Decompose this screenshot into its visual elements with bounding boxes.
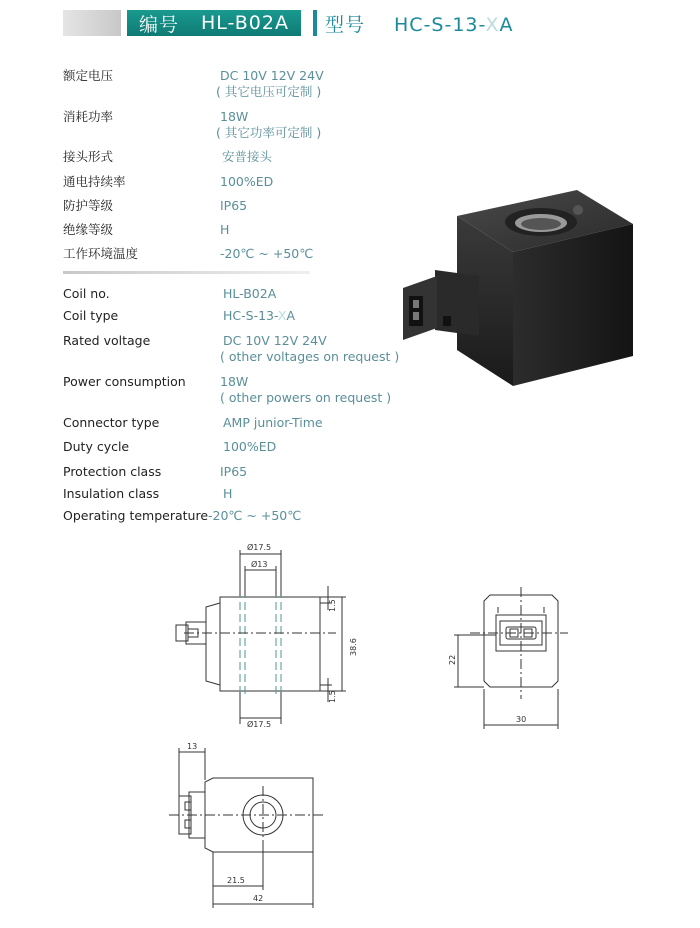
- model-suffix: A: [499, 13, 514, 36]
- code-title-box: [127, 10, 301, 36]
- header-bar: [63, 10, 513, 36]
- spec-label: 工作环境温度: [63, 246, 139, 261]
- dim-label: 38.6: [349, 638, 358, 656]
- spec-value: 18W: [220, 109, 249, 124]
- spec-label: 额定电压: [63, 68, 114, 83]
- spec-label: Coil no.: [63, 286, 110, 301]
- spec-value: AMP junior-Time: [223, 415, 323, 430]
- code-label: 编号: [139, 13, 180, 36]
- spec-value: IP65: [220, 198, 248, 213]
- spec-value: H: [223, 486, 233, 501]
- spec-label: Operating temperature: [63, 508, 209, 523]
- section-divider: [63, 271, 310, 274]
- spec-value: IP65: [220, 464, 248, 479]
- spec-label: Connector type: [63, 415, 160, 430]
- spec-value: -20℃ ~ +50℃: [208, 508, 302, 523]
- spec-label: Duty cycle: [63, 439, 130, 454]
- spec-value: HL-B02A: [223, 286, 277, 301]
- spec-label: Protection class: [63, 464, 162, 479]
- spec-label: 消耗功率: [63, 109, 114, 124]
- model-x: X: [485, 13, 500, 36]
- header-separator: [313, 10, 317, 36]
- dim-label: 21.5: [227, 876, 245, 885]
- spec-note: ( 其它功率可定制 ): [216, 125, 322, 140]
- spec-label: 通电持续率: [63, 174, 126, 189]
- dim-label: 13: [187, 742, 198, 751]
- spec-note: ( other voltages on request ): [220, 349, 400, 364]
- spec-label: Coil type: [63, 308, 119, 323]
- drawing-top-view: [165, 740, 325, 910]
- dim-label: 30: [516, 715, 527, 724]
- dim-label: 1.5: [328, 690, 337, 703]
- spec-value: DC 10V 12V 24V: [223, 333, 327, 348]
- model-prefix: HC-S-13-: [394, 13, 486, 36]
- spec-value: H: [220, 222, 230, 237]
- dim-label: 1.5: [328, 599, 337, 612]
- spec-label: Insulation class: [63, 486, 160, 501]
- spec-value: 18W: [220, 374, 249, 389]
- model-title: [325, 10, 514, 37]
- spec-label: Rated voltage: [63, 333, 151, 348]
- spec-value: 100%ED: [223, 439, 277, 454]
- spec-label: 接头形式: [63, 149, 114, 164]
- dim-label: Ø13: [251, 560, 268, 569]
- coil-type-x: X: [277, 308, 287, 323]
- drawing-side-view: [440, 585, 570, 730]
- coil-type-prefix: HC-S-13-: [223, 308, 278, 323]
- dim-label: Ø17.5: [247, 720, 272, 729]
- code-value: HL-B02A: [201, 12, 289, 34]
- spec-value: [223, 308, 295, 324]
- coil-type-suffix: A: [286, 308, 296, 323]
- drawing-front-view: [160, 540, 370, 730]
- front-view-outline: [176, 597, 320, 691]
- spec-value: DC 10V 12V 24V: [220, 68, 324, 83]
- dim-label: Ø17.5: [247, 543, 272, 552]
- coil-product-photo: [395, 180, 645, 390]
- model-label: 型号: [324, 13, 365, 36]
- spec-value: 安普接头: [222, 149, 273, 164]
- spec-label: 绝缘等级: [63, 222, 114, 237]
- spec-note: ( other powers on request ): [220, 390, 392, 405]
- spec-label: Power consumption: [63, 374, 186, 389]
- dim-label: 42: [253, 894, 264, 903]
- dim-label: 22: [448, 654, 457, 665]
- spec-value: -20℃ ~ +50℃: [220, 246, 314, 261]
- model-value: [394, 14, 513, 36]
- spec-value: 100%ED: [220, 174, 274, 189]
- spec-note: ( 其它电压可定制 ): [216, 84, 322, 99]
- spec-label: 防护等级: [63, 198, 114, 213]
- header-gray-bar: [63, 10, 121, 36]
